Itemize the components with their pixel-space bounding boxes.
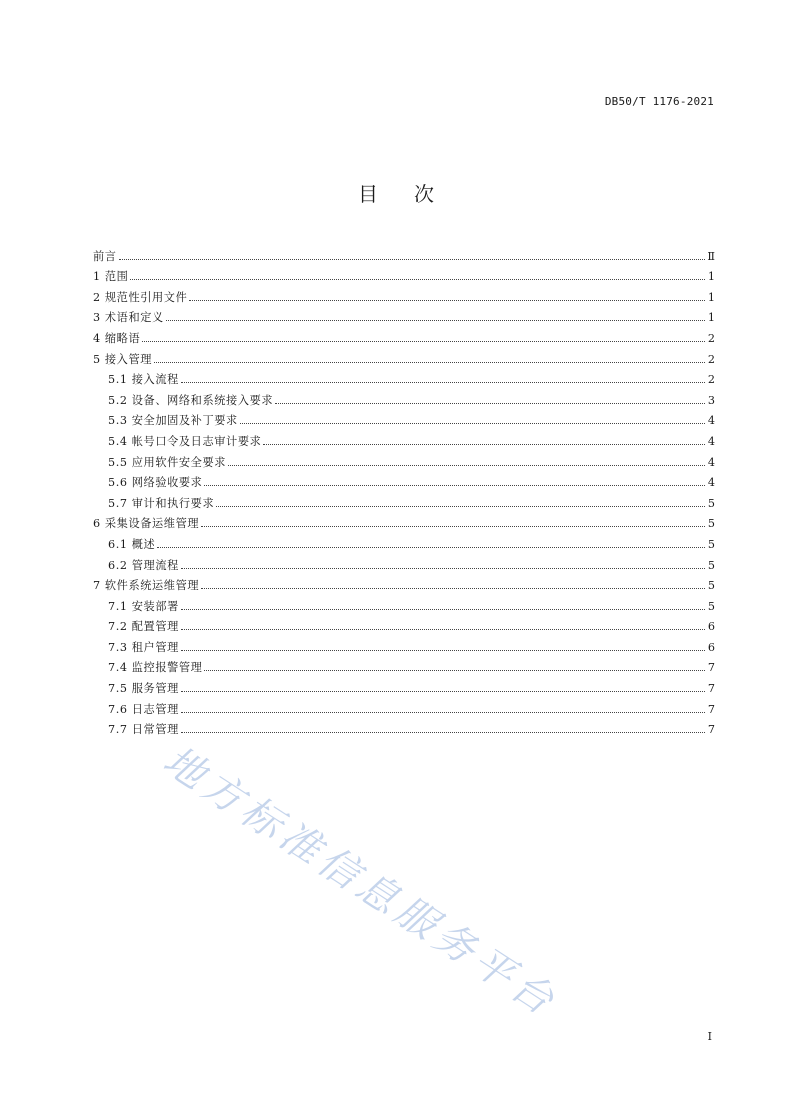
toc-subentry[interactable] bbox=[93, 470, 715, 491]
toc-leader-dots bbox=[263, 444, 705, 445]
toc-entry-page: 4 bbox=[707, 476, 715, 490]
toc-subentry[interactable] bbox=[93, 408, 715, 429]
toc-leader-dots bbox=[201, 526, 705, 527]
toc-leader-dots bbox=[181, 650, 705, 651]
toc-entry-label: 1 范围 bbox=[93, 270, 129, 284]
toc-entry-label: 5 接入管理 bbox=[93, 352, 153, 366]
toc-entry-page: 4 bbox=[707, 414, 715, 428]
toc-entry[interactable] bbox=[93, 325, 715, 346]
toc-entry-page: 5 bbox=[707, 496, 715, 510]
toc-entry-page: 5 bbox=[707, 517, 715, 531]
toc-entry-label: 6.2 管理流程 bbox=[108, 558, 179, 572]
toc-entry-label: 5.4 帐号口令及日志审计要求 bbox=[108, 434, 262, 448]
toc-leader-dots bbox=[189, 300, 705, 301]
toc-leader-dots bbox=[181, 691, 705, 692]
page-number: I bbox=[707, 1030, 712, 1043]
toc-entry-page: 4 bbox=[707, 434, 715, 448]
document-code: DB50/T 1176-2021 bbox=[604, 95, 714, 108]
toc-entry-page: 3 bbox=[707, 393, 715, 407]
toc-leader-dots bbox=[157, 547, 705, 548]
toc-entry-page: 7 bbox=[707, 661, 715, 675]
toc-entry-page: Ⅱ bbox=[707, 249, 715, 263]
toc-subentry[interactable] bbox=[93, 428, 715, 449]
toc-entry-label: 5.7 审计和执行要求 bbox=[108, 496, 215, 510]
toc-leader-dots bbox=[228, 465, 705, 466]
toc-entry-label: 3 术语和定义 bbox=[93, 311, 164, 325]
toc-leader-dots bbox=[154, 362, 705, 363]
toc-entry-label: 7.1 安装部署 bbox=[108, 599, 179, 613]
toc-entry-page: 2 bbox=[707, 352, 715, 366]
toc-entry[interactable] bbox=[93, 511, 715, 532]
toc-entry-label: 7 软件系统运维管理 bbox=[93, 579, 200, 593]
toc-entry-page: 5 bbox=[707, 537, 715, 551]
toc-subentry[interactable] bbox=[93, 634, 715, 655]
toc-leader-dots bbox=[275, 403, 705, 404]
toc-leader-dots bbox=[201, 588, 705, 589]
toc-entry-page: 1 bbox=[707, 290, 715, 304]
toc-subentry[interactable] bbox=[93, 490, 715, 511]
toc-subentry[interactable] bbox=[93, 614, 715, 635]
toc-entry-page: 7 bbox=[707, 702, 715, 716]
toc-entry-label: 5.2 设备、网络和系统接入要求 bbox=[108, 393, 274, 407]
toc-entry-page: 5 bbox=[707, 599, 715, 613]
toc-subentry[interactable] bbox=[93, 449, 715, 470]
toc-subentry[interactable] bbox=[93, 717, 715, 738]
toc-entry-label: 7.6 日志管理 bbox=[108, 702, 179, 716]
toc-entry-page: 6 bbox=[707, 640, 715, 654]
title-char-1: 目 bbox=[358, 182, 378, 206]
toc-entry-label: 2 规范性引用文件 bbox=[93, 290, 188, 304]
toc-entry-label: 6.1 概述 bbox=[108, 537, 156, 551]
toc-entry[interactable] bbox=[93, 305, 715, 326]
watermark: 地方标准信息服务平台 bbox=[155, 737, 566, 1027]
toc-entry-label: 7.4 监控报警管理 bbox=[108, 661, 203, 675]
toc-entry-page: 2 bbox=[707, 331, 715, 345]
toc-entry-label: 7.7 日常管理 bbox=[108, 723, 179, 737]
toc-subentry[interactable] bbox=[93, 675, 715, 696]
toc-entry-page: 5 bbox=[707, 558, 715, 572]
toc-leader-dots bbox=[119, 259, 705, 260]
toc-leader-dots bbox=[130, 279, 705, 280]
toc-leader-dots bbox=[181, 609, 705, 610]
toc-subentry[interactable] bbox=[93, 387, 715, 408]
toc-entry-page: 1 bbox=[707, 270, 715, 284]
toc-subentry[interactable] bbox=[93, 593, 715, 614]
toc-entry[interactable] bbox=[93, 346, 715, 367]
toc-entry-label: 5.3 安全加固及补丁要求 bbox=[108, 414, 238, 428]
toc-subentry[interactable] bbox=[93, 531, 715, 552]
toc-entry[interactable] bbox=[93, 284, 715, 305]
toc-entry-label: 7.3 租户管理 bbox=[108, 640, 179, 654]
toc-leader-dots bbox=[181, 568, 705, 569]
toc-entry-page: 7 bbox=[707, 723, 715, 737]
toc-leader-dots bbox=[216, 506, 705, 507]
toc-entry-page: 1 bbox=[707, 311, 715, 325]
toc-subentry[interactable] bbox=[93, 552, 715, 573]
toc-leader-dots bbox=[181, 629, 705, 630]
toc-leader-dots bbox=[181, 382, 705, 383]
page-title bbox=[0, 178, 792, 207]
toc-subentry[interactable] bbox=[93, 655, 715, 676]
toc-entry-page: 7 bbox=[707, 682, 715, 696]
toc-entry[interactable] bbox=[93, 243, 715, 264]
toc-entry-page: 5 bbox=[707, 579, 715, 593]
toc-entry-label: 前言 bbox=[93, 249, 117, 263]
toc-entry[interactable] bbox=[93, 573, 715, 594]
toc-subentry[interactable] bbox=[93, 367, 715, 388]
toc-entry-label: 4 缩略语 bbox=[93, 331, 141, 345]
toc-entry[interactable] bbox=[93, 264, 715, 285]
toc-leader-dots bbox=[240, 423, 705, 424]
toc-leader-dots bbox=[181, 712, 705, 713]
table-of-contents bbox=[93, 243, 715, 737]
toc-entry-page: 6 bbox=[707, 620, 715, 634]
toc-entry-label: 5.1 接入流程 bbox=[108, 373, 179, 387]
toc-entry-label: 7.5 服务管理 bbox=[108, 682, 179, 696]
toc-leader-dots bbox=[142, 341, 705, 342]
toc-entry-label: 5.5 应用软件安全要求 bbox=[108, 455, 227, 469]
toc-leader-dots bbox=[204, 670, 705, 671]
toc-entry-label: 6 采集设备运维管理 bbox=[93, 517, 200, 531]
toc-entry-page: 2 bbox=[707, 373, 715, 387]
toc-subentry[interactable] bbox=[93, 696, 715, 717]
toc-entry-label: 7.2 配置管理 bbox=[108, 620, 179, 634]
toc-entry-page: 4 bbox=[707, 455, 715, 469]
toc-entry-label: 5.6 网络验收要求 bbox=[108, 476, 203, 490]
toc-leader-dots bbox=[181, 732, 705, 733]
toc-leader-dots bbox=[204, 485, 705, 486]
toc-leader-dots bbox=[166, 320, 705, 321]
title-char-2: 次 bbox=[414, 182, 434, 206]
